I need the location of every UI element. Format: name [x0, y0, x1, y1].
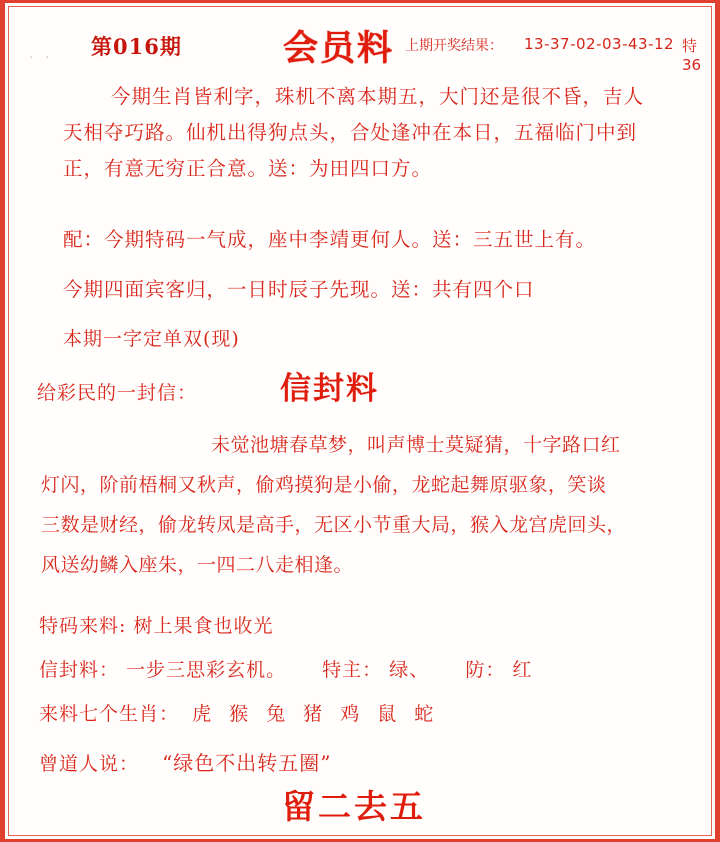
saying-line [39, 747, 332, 776]
pei-line: 配：今期特码一气成，座中李靖更何人。送：三五世上有。 [63, 228, 597, 251]
letter-poem-line-4: 风送幼鳞入座朱，一四二八走相逢。 [41, 554, 354, 576]
main-poem-line-1: 今期生肖皆利字，珠机不离本期五，大门还是很不昏，吉人 [111, 85, 645, 108]
single-double-line: 本期一字定单双(现) [63, 328, 240, 350]
issue-number: 第016期 [91, 34, 182, 59]
zodiac-label: 来料七个生肖： [39, 703, 180, 725]
section-title-envelope: 信封料 [280, 371, 379, 407]
last-draw-special: 特36 [682, 37, 702, 74]
last-draw-label: 上期开奖结果： [405, 38, 503, 54]
envelope-label: 信封料： [39, 659, 120, 681]
guard-color-label: 防： [465, 659, 506, 681]
corner-dots: . . [29, 47, 54, 62]
letter-poem-line-1: 未觉池塘春草梦，叫声博士莫疑猜，十字路口红 [211, 434, 621, 456]
main-poem [63, 79, 645, 187]
special-source-value: 树上果食也收光 [133, 615, 274, 637]
envelope-info-line [39, 655, 532, 682]
guard-color-value: 红 [512, 659, 533, 681]
main-color-label: 特主： [322, 659, 383, 681]
header [5, 27, 715, 74]
zodiac-line [39, 699, 439, 726]
saying-quote: “绿色不出转五圈” [162, 751, 332, 775]
zodiac-values: 虎 猴 兔 猪 鸡 鼠 蛇 [192, 703, 440, 725]
special-source-line [39, 611, 273, 638]
last-draw-numbers: 13-37-02-03-43-12 [524, 35, 675, 53]
letter-poem-line-2: 灯闪，阶前梧桐又秋声，偷鸡摸狗是小偷，龙蛇起舞原驱象，笑谈 [41, 474, 607, 496]
letter-poem [41, 425, 701, 585]
envelope-value: 一步三思彩玄机。 [126, 659, 287, 681]
letter-poem-line-3: 三数是财经，偷龙转凤是高手，无区小节重大局，猴入龙宫虎回头， [41, 514, 627, 536]
footer-slogan: 留二去五 [282, 787, 426, 826]
main-poem-line-3: 正，有意无穷正合意。送：为田四口方。 [63, 157, 433, 180]
special-source-label: 特码来料: [39, 615, 127, 637]
letter-label: 给彩民的一封信： [37, 382, 198, 404]
main-color-value: 绿、 [389, 659, 430, 681]
page-title: 会员料 [283, 28, 395, 69]
main-poem-line-2: 天相夺巧路。仙机出得狗点头，合处逢冲在本日，五福临门中到 [63, 121, 638, 144]
saying-label: 曾道人说： [39, 753, 140, 775]
four-sides-line: 今期四面宾客归，一日时辰子先现。送：共有四个口 [63, 278, 535, 301]
